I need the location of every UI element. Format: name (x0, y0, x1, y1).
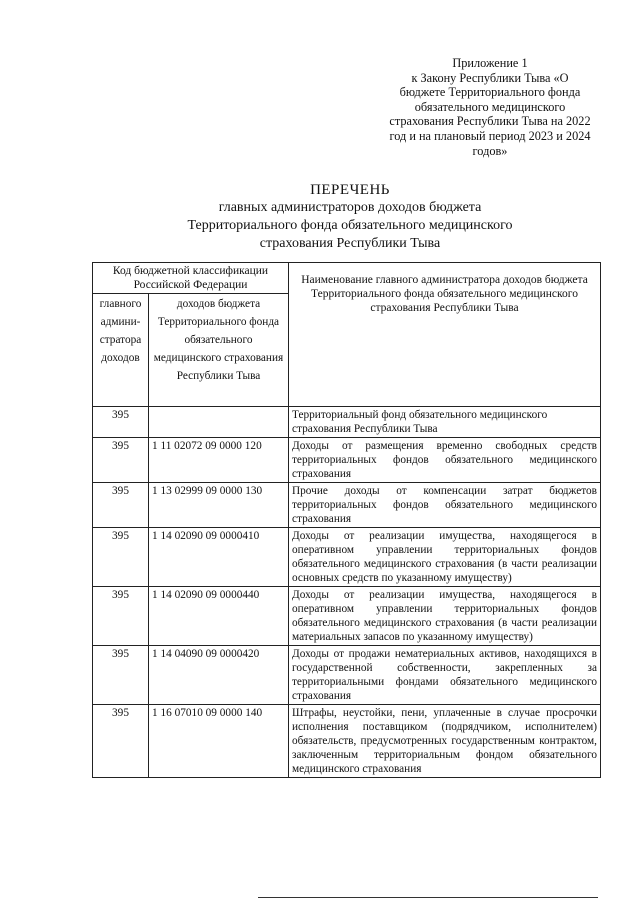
income-name-cell: Доходы от размещения временно свободных средств территориальных фондов обязательного медицинского страхования (289, 438, 601, 483)
appendix-line: обязательного медицинского (414, 99, 566, 114)
income-name-cell: Доходы от реализации имущества, находящегося в оперативном управлении территориальных фондов обязательного медицинского страхования (в части реализации основных средств по указанному имуществу) (289, 528, 601, 587)
admin-code-cell: 395 (93, 587, 149, 646)
table-row (93, 407, 601, 438)
income-code-cell (149, 407, 289, 438)
appendix-line: страхования Республики Тыва на 2022 (389, 114, 591, 129)
income-code-cell: 1 14 04090 09 0000420 (149, 646, 289, 705)
admin-code-cell: 395 (93, 646, 149, 705)
admin-code-cell: 395 (93, 705, 149, 778)
income-name-cell: Штрафы, неустойки, пени, уплаченные в случае просрочки исполнения поставщиком (подрядчиком, исполнителем) обязательств, предусмотренных государственным контрактом, заключенным территориальным фондом обязательного медицинского страхования (289, 705, 601, 778)
income-code-cell: 1 16 07010 09 0000 140 (149, 705, 289, 778)
admin-code-cell: 395 (93, 483, 149, 528)
income-name-cell: Территориальный фонд обязательного медицинского страхования Республики Тыва (289, 407, 601, 438)
title-line: страхования Республики Тыва (259, 236, 441, 251)
footer-rule (258, 897, 598, 898)
table-row (93, 438, 601, 483)
income-name-cell: Доходы от продажи нематериальных активов, находящихся в государственной собственности, закрепленных за территориальными фондами обязательного медицинского страхования (289, 646, 601, 705)
appendix-line: бюджете Территориального фонда (399, 85, 581, 100)
header-name-column: Наименование главного администратора доходов бюджета Территориального фонда обязательного медицинского страхования Республики Тыва (289, 263, 601, 407)
appendix-line: Приложение 1 (452, 56, 528, 70)
income-name-cell: Доходы от реализации имущества, находящегося в оперативном управлении территориальных фондов обязательного медицинского страхования (в части реализации материальных запасов по указанному имуществу) (289, 587, 601, 646)
income-code-cell: 1 13 02999 09 0000 130 (149, 483, 289, 528)
appendix-line: к Закону Республики Тыва «О (411, 70, 569, 85)
income-code-cell: 1 14 02090 09 0000410 (149, 528, 289, 587)
table-row (93, 483, 601, 528)
table-row (93, 705, 601, 778)
header-admin-column: главного админи-стратора доходов (93, 294, 149, 407)
table-row (93, 528, 601, 587)
title-heading: ПЕРЕЧЕНЬ (310, 182, 390, 198)
admin-code-cell: 395 (93, 528, 149, 587)
income-code-cell: 1 14 02090 09 0000440 (149, 587, 289, 646)
admin-code-cell: 395 (93, 407, 149, 438)
appendix-line: годов» (472, 143, 508, 158)
table-header-row (93, 263, 601, 294)
admin-code-cell: 395 (93, 438, 149, 483)
income-code-cell: 1 11 02072 09 0000 120 (149, 438, 289, 483)
appendix-line: год и на плановый период 2023 и 2024 (389, 128, 591, 143)
document-title (140, 181, 560, 253)
table-row (93, 646, 601, 705)
appendix-note (380, 56, 600, 158)
header-income-column: доходов бюджета Территориального фонда обязательного медицинского страхования Республики Тыва (149, 294, 289, 407)
title-line: Территориального фонда обязательного медицинского (187, 218, 513, 233)
title-line: главных администраторов доходов бюджета (218, 200, 482, 215)
revenue-administrators-table (92, 262, 601, 778)
header-code-group: Код бюджетной классификации Российской Федерации (93, 263, 289, 294)
income-name-cell: Прочие доходы от компенсации затрат бюджетов территориальных фондов обязательного медицинского страхования (289, 483, 601, 528)
table-row (93, 587, 601, 646)
